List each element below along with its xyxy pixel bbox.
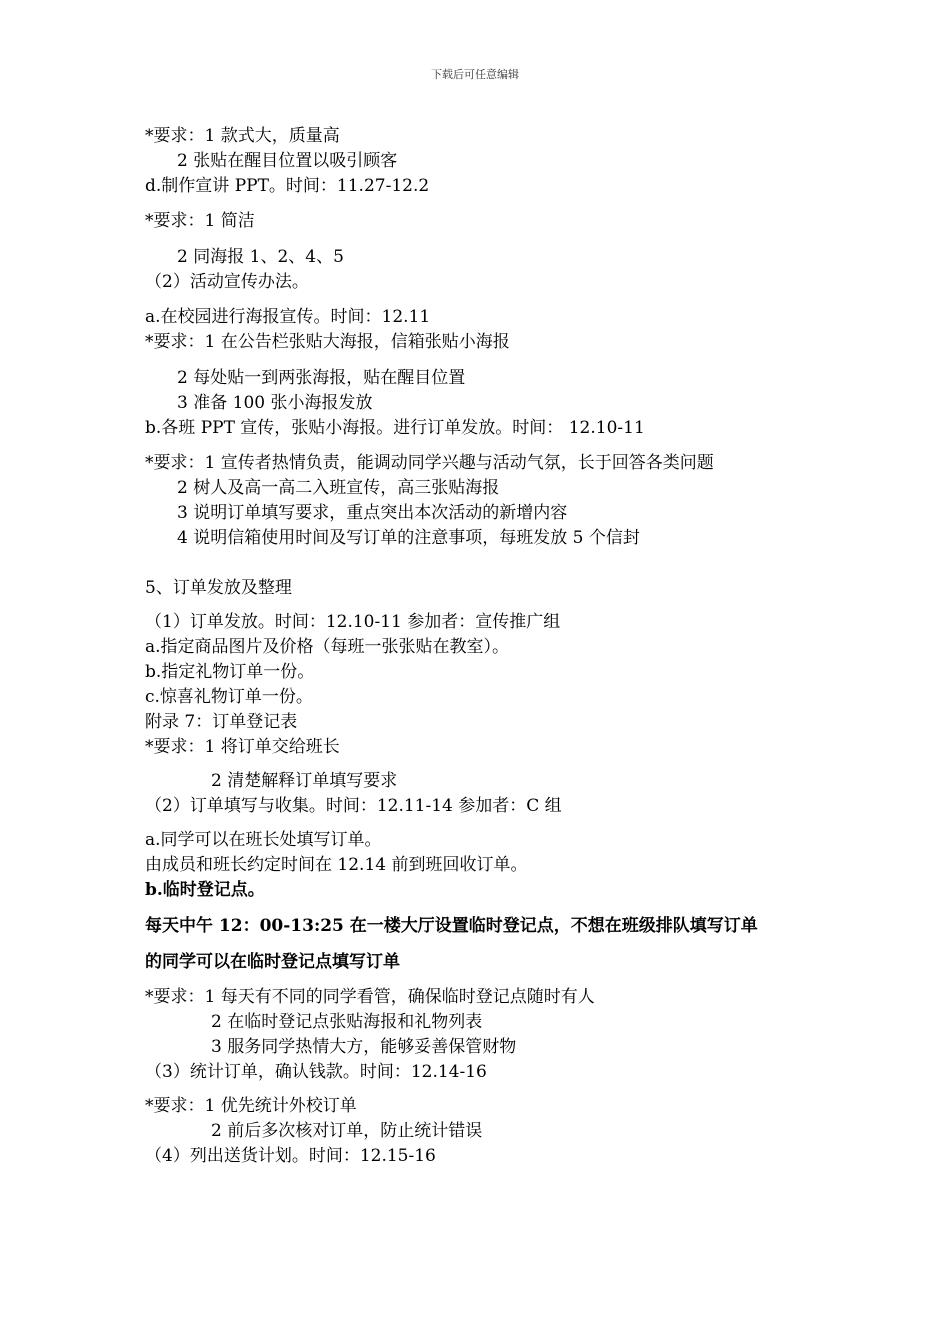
text-line: 2 同海报 1、2、4、5	[177, 247, 344, 267]
text-line: 4 说明信箱使用时间及写订单的注意事项，每班发放 5 个信封	[177, 528, 640, 548]
text-line: （2）订单填写与收集。时间：12.11-14 参加者：C 组	[145, 796, 562, 816]
text-line: d.制作宣讲 PPT。时间：11.27-12.2	[145, 176, 430, 196]
text-line: 附录 7：订单登记表	[145, 712, 298, 732]
section-heading: 5、订单发放及整理	[145, 578, 292, 598]
text-line: （1）订单发放。时间：12.10-11 参加者：宣传推广组	[145, 612, 561, 632]
text-line: 由成员和班长约定时间在 12.14 前到班回收订单。	[145, 855, 528, 875]
text-line: 2 在临时登记点张贴海报和礼物列表	[211, 1012, 483, 1032]
text-line: 2 张贴在醒目位置以吸引顾客	[177, 151, 398, 171]
bold-line: 每天中午 12：00-13:25 在一楼大厅设置临时登记点，不想在班级排队填写订单	[145, 916, 758, 936]
text-line: 3 服务同学热情大方，能够妥善保管财物	[211, 1037, 517, 1057]
text-line: 2 清楚解释订单填写要求	[211, 771, 398, 791]
text-line: *要求：1 将订单交给班长	[145, 737, 340, 757]
text-line: *要求：1 宣传者热情负责，能调动同学兴趣与活动气氛，长于回答各类问题	[145, 453, 714, 473]
text-line: *要求：1 款式大，质量高	[145, 126, 340, 146]
text-line: 2 前后多次核对订单，防止统计错误	[211, 1121, 483, 1141]
text-line: 3 准备 100 张小海报发放	[177, 393, 373, 413]
text-line: *要求：1 在公告栏张贴大海报，信箱张贴小海报	[145, 332, 510, 352]
text-line: c.惊喜礼物订单一份。	[145, 687, 313, 707]
text-line: 2 每处贴一到两张海报，贴在醒目位置	[177, 368, 466, 388]
text-line: a.指定商品图片及价格（每班一张张贴在教室）。	[145, 637, 510, 657]
text-line: 3 说明订单填写要求，重点突出本次活动的新增内容	[177, 503, 568, 523]
text-line: *要求：1 每天有不同的同学看管，确保临时登记点随时有人	[145, 987, 595, 1007]
page-header: 下载后可任意编辑	[431, 68, 519, 81]
text-line: *要求：1 简洁	[145, 211, 255, 231]
text-line: b.指定礼物订单一份。	[145, 662, 315, 682]
text-line: b.各班 PPT 宣传，张贴小海报。进行订单发放。时间： 12.10-11	[145, 418, 645, 438]
bold-line: 的同学可以在临时登记点填写订单	[145, 952, 400, 972]
text-line: 2 树人及高一高二入班宣传，高三张贴海报	[177, 478, 500, 498]
text-line: a.在校园进行海报宣传。时间：12.11	[145, 307, 431, 327]
text-line: （4）列出送货计划。时间：12.15-16	[145, 1146, 436, 1166]
text-line: （2）活动宣传办法。	[145, 272, 309, 292]
text-line: *要求：1 优先统计外校订单	[145, 1096, 357, 1116]
text-line: （3）统计订单，确认钱款。时间：12.14-16	[145, 1062, 487, 1082]
text-line: a.同学可以在班长处填写订单。	[145, 830, 382, 850]
bold-line: b.临时登记点。	[145, 880, 265, 900]
